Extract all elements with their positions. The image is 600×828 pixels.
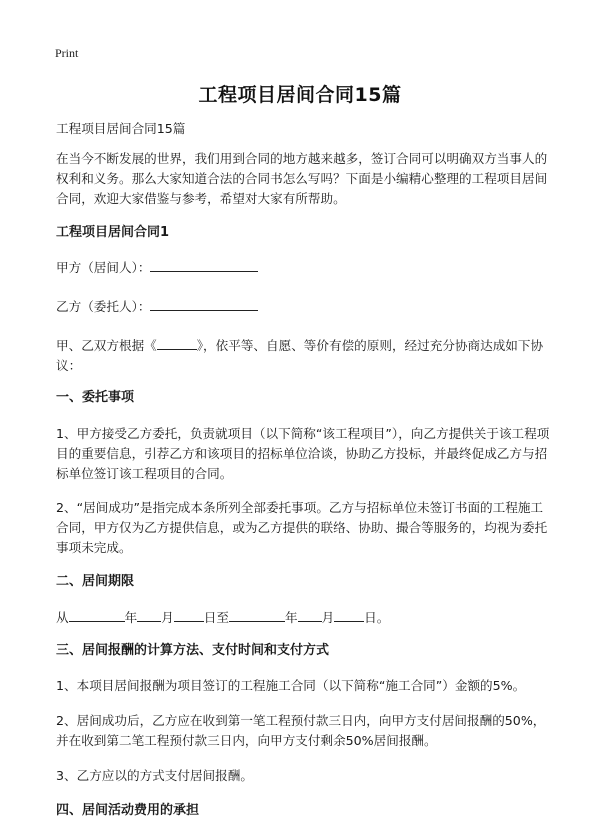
section-1-heading: 一、委托事项 [56, 390, 135, 405]
section-3-item-2: 2、居间成功后，乙方应在收到第一笔工程预付款三日内，向甲方支付居间报酬的50%，并在收到第二笔工程预付款三日内，向甲方支付剩余50%居间报酬。 [56, 713, 546, 748]
law-name-blank[interactable] [157, 335, 197, 350]
section-1-item-2: 2、“居间成功”是指完成本条所列全部委托事项。乙方与招标单位未签订书面的工程施工合同，甲方仅为乙方提供信息，或为乙方提供的联络、协助、撮合等服务的，均视为委托事项未完成。 [56, 500, 548, 555]
subtitle: 工程项目居间合同15篇 [56, 121, 186, 136]
term-line [56, 607, 552, 628]
end-month-blank[interactable] [298, 607, 322, 622]
agreement-paragraph [56, 335, 552, 376]
intro-paragraph: 在当今不断发展的世界，我们用到合同的地方越来越多，签订合同可以明确双方当事人的权利和义务。那么大家知道合法的合同书怎么写吗？下面是小编精心整理的工程项目居间合同，欢迎大家借鉴与参考，希望对大家有所帮助。 [56, 151, 548, 206]
term-month-2: 月 [321, 610, 335, 625]
document-body [56, 119, 552, 821]
term-from: 从 [56, 610, 69, 625]
end-year-blank[interactable] [229, 607, 285, 622]
page-title: 工程项目居间合同15篇 [198, 84, 402, 106]
agreement-prefix: 甲、乙双方根据《 [56, 338, 157, 353]
term-year-2: 年 [284, 610, 298, 625]
party-a-label: 甲方（居间人）： [56, 260, 151, 275]
section-4-heading: 四、居间活动费用的承担 [56, 803, 200, 818]
party-a-line [56, 257, 552, 278]
term-day-end: 日。 [364, 610, 390, 625]
term-month-1: 月 [161, 610, 174, 625]
end-day-blank[interactable] [334, 607, 364, 622]
start-month-blank[interactable] [137, 607, 161, 622]
section-2-heading: 二、居间期限 [56, 574, 135, 589]
term-day-to: 日至 [203, 610, 229, 625]
party-a-blank[interactable] [150, 257, 258, 272]
term-year-1: 年 [124, 610, 138, 625]
start-day-blank[interactable] [174, 607, 204, 622]
print-link[interactable]: Print [55, 46, 79, 60]
party-b-label: 乙方（委托人）： [56, 299, 151, 314]
agreement-suffix: 》，依平等、自愿、等价有偿的原则，经过充分协商达成如下协议： [56, 338, 544, 373]
contract-heading: 工程项目居间合同1 [56, 225, 170, 240]
start-year-blank[interactable] [69, 607, 125, 622]
section-3-item-1: 1、本项目居间报酬为项目签订的工程施工合同（以下简称“施工合同”）金额的5%。 [56, 678, 526, 693]
section-3-heading: 三、居间报酬的计算方法、支付时间和支付方式 [56, 643, 330, 658]
section-1-item-1: 1、甲方接受乙方委托，负责就项目（以下简称“该工程项目”），向乙方提供关于该工程项目的重要信息，引荐乙方和该项目的招标单位洽谈，协助乙方投标，并最终促成乙方与招标单位签订该工程项目的合同。 [56, 426, 550, 481]
party-b-blank[interactable] [150, 296, 258, 311]
party-b-line [56, 296, 552, 317]
section-3-item-3: 3、乙方应以的方式支付居间报酬。 [56, 768, 253, 783]
